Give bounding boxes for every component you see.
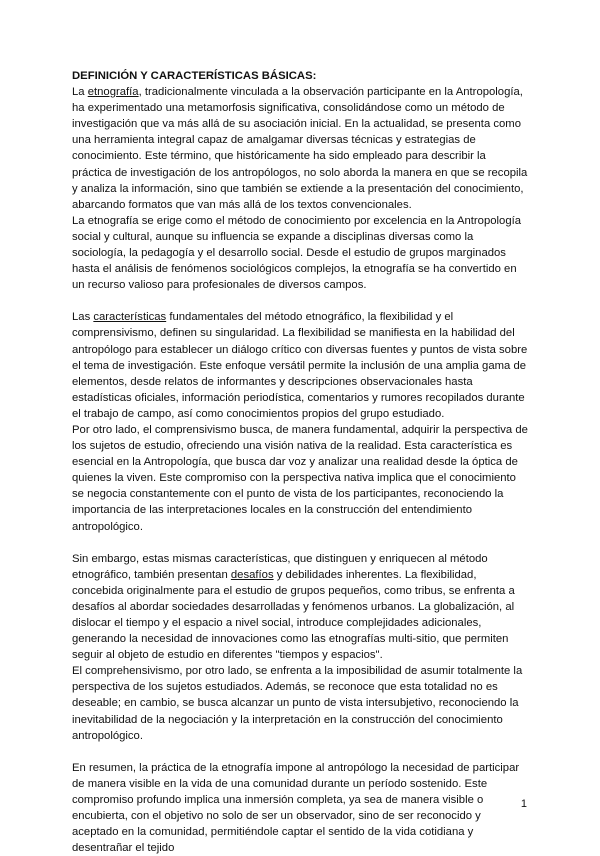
paragraph-text: Las	[72, 311, 94, 324]
paragraph-text: La	[72, 86, 88, 99]
paragraph-definition	[72, 84, 528, 213]
paragraph-comprehensivism: Por otro lado, el comprensivismo busca, de manera fundamental, adquirir la perspectiva de los sujetos de estudio, ofreciendo una visión nativa de la realidad. Esta característica es esencial en la Antropología, que busca dar voz y analizar una realidad desde la óptica de quienes la viven. Este compromiso con la perspectiva nativa implica que el conocimiento se negocia constantemente con el punto de vista de los participantes, reconociendo la importancia de las interpretaciones locales en la construcción del entendimiento antropológico.	[72, 423, 528, 533]
paragraph-text: , tradicionalmente vinculada a la observación participante en la Antropología, ha experimentado una metamorfosis significativa, consolidándose como un método de investigación que va más allá de su asociación inicial. En la actualidad, se presenta como una herramienta integral capaz de amalgamar diversas técnicas y estrategias de conocimiento. Este término, que históricamente ha sido empleado para describir la práctica de investigación de los antropólogos, no solo aborda la manera en que se recopila y analiza la información, sino que también se extiende a la presentación del conocimiento, abarcando formatos que van más allá de los textos convencionales.	[72, 86, 528, 211]
page-number: 1	[520, 798, 527, 810]
etnografia-link[interactable]: etnografía	[87, 86, 139, 99]
section-heading: DEFINICIÓN Y CARACTERÍSTICAS BÁSICAS:	[72, 70, 317, 82]
paragraph-intersubjective: El comprehensivismo, por otro lado, se enfrenta a la imposibilidad de asumir totalmente la perspectiva de los sujetos estudiados. Además, se reconoce que esta totalidad no es deseable; en cambio, se busca alcanzar un punto de vista intersubjetivo, reconociendo la inevitabilidad de la negociación y la interpretación en la construcción del conocimiento antropológico.	[72, 665, 523, 742]
desafios-link[interactable]: desafíos	[230, 568, 274, 581]
paragraph-challenges	[72, 551, 528, 664]
paragraph-method: La etnografía se erige como el método de conocimiento por excelencia en la Antropología social y cultural, aunque su influencia se expande a disciplinas diversas como la sociología, la pedagogía y el desarrollo social. Desde el estudio de grupos marginados hasta el análisis de fenómenos sociológicos complejos, la etnografía se ha convertido en un recurso valioso para profesionales de diversos campos.	[72, 214, 522, 292]
caracteristicas-link[interactable]: características	[93, 311, 167, 324]
paragraph-text: fundamentales del método etnográfico, la flexibilidad y el comprensivismo, definen su singularidad. La flexibilidad se manifiesta en la habilidad del antropólogo para establecer un diálogo crítico con diversas fuentes y puntos de vista sobre el tema de investigación. Este enfoque versátil permite la inclusión de una amplia gama de elementos, desde relatos de informantes y descripciones observacionales hasta estadísticas oficiales, información periodística, comentarios y rumores recopilados durante el trabajo de campo, así como conocimientos propios del grupo estudiado.	[72, 311, 528, 420]
paragraph-text: y debilidades inherentes. La flexibilidad, concebida originalmente para el estudio de grupos pequeños, como tribus, se enfrenta a desafíos al abordar sociedades desarrolladas y fenómenos urbanos. La globalización, al dislocar el tiempo y el espacio a nivel social, introduce complejidades adicionales, generando la necesidad de innovaciones como las etnografías multi-sitio, que permiten seguir al objeto de estudio en diferentes "tiempos y espacios".	[72, 568, 515, 662]
paragraph-summary: En resumen, la práctica de la etnografía impone al antropólogo la necesidad de participar de manera visible en la vida de una comunidad durante un período sostenido. Este compromiso profundo implica una inmersión completa, ya sea de manera visible o encubierta, con el objetivo no solo de ser un observador, sino de ser reconocido y aceptado en la comunidad, permitiéndole captar el sentido de la vida cotidiana y desentrañar el tejido	[72, 761, 520, 855]
paragraph-characteristics	[72, 309, 528, 422]
paragraph-text: Sin embargo, estas mismas características, que distinguen y enriquecen al método etnográfico, también presentan	[72, 552, 488, 581]
